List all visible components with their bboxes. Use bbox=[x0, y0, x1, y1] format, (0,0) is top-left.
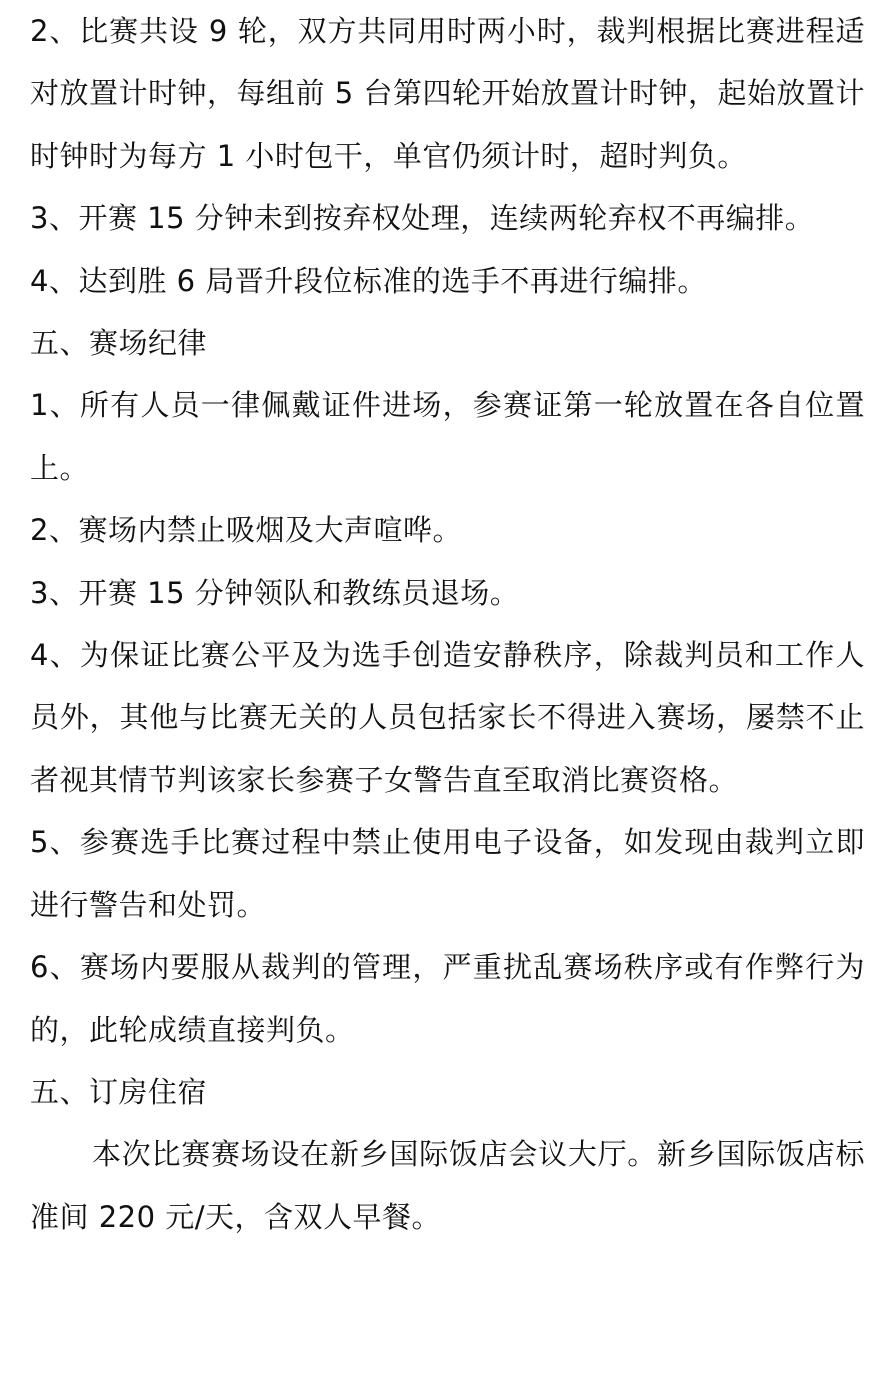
lodging-paragraph: 本次比赛赛场设在新乡国际饭店会议大厅。新乡国际饭店标准间 220 元/天，含双人早餐。 bbox=[30, 1137, 865, 1234]
discipline-item-1: 1、所有人员一律佩戴证件进场，参赛证第一轮放置在各自位置上。 bbox=[30, 388, 865, 485]
discipline-item-5: 5、参赛选手比赛过程中禁止使用电子设备，如发现由裁判立即进行警告和处罚。 bbox=[30, 825, 865, 922]
rule-paragraph-forfeit: 3、开赛 15 分钟未到按弃权处理，连续两轮弃权不再编排。 bbox=[30, 201, 815, 236]
section-heading-lodging: 五、订房住宿 bbox=[30, 1074, 208, 1109]
discipline-item-2: 2、赛场内禁止吸烟及大声喧哗。 bbox=[30, 513, 462, 548]
document-page bbox=[30, 0, 865, 1248]
discipline-item-4: 4、为保证比赛公平及为选手创造安静秩序，除裁判员和工作人员外，其他与比赛无关的人员包括家长不得进入赛场，屡禁不止者视其情节判该家长参赛子女警告直至取消比赛资格。 bbox=[30, 638, 865, 797]
discipline-item-3: 3、开赛 15 分钟领队和教练员退场。 bbox=[30, 575, 520, 610]
rule-paragraph-promotion: 4、达到胜 6 局晋升段位标准的选手不再进行编排。 bbox=[30, 263, 707, 298]
discipline-item-6: 6、赛场内要服从裁判的管理，严重扰乱赛场秩序或有作弊行为的，此轮成绩直接判负。 bbox=[30, 950, 865, 1047]
section-heading-discipline: 五、赛场纪律 bbox=[30, 326, 208, 361]
rule-paragraph-rounds: 2、比赛共设 9 轮，双方共同用时两小时，裁判根据比赛进程适对放置计时钟，每组前 5 台第四轮开始放置计时钟，起始放置计时钟时为每方 1 小时包干，单官仍须计时，超时判负。 bbox=[30, 14, 865, 173]
